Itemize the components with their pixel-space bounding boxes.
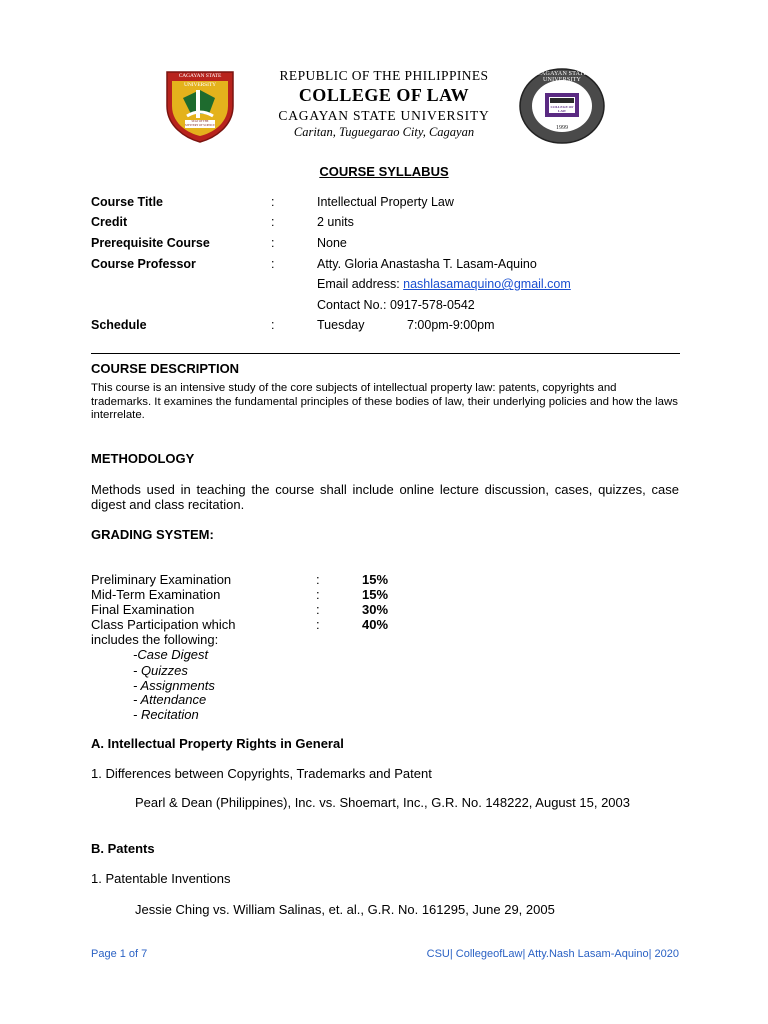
grade-item-label: Class Participation which bbox=[91, 617, 236, 632]
divider bbox=[91, 353, 680, 354]
course-title-label: Course Title bbox=[91, 195, 164, 209]
email-label: Email address: bbox=[317, 277, 404, 291]
prereq-value: None bbox=[317, 236, 347, 250]
professor-value: Atty. Gloria Anastasha T. Lasam-Aquino bbox=[317, 257, 537, 271]
section-b-item: 1. Patentable Inventions bbox=[91, 871, 231, 886]
grade-sub-item: - Attendance bbox=[133, 692, 207, 707]
header-republic: REPUBLIC OF THE PHILIPPINES bbox=[279, 68, 489, 83]
right-seal-year: 1999 bbox=[556, 125, 568, 131]
colon: : bbox=[316, 602, 320, 617]
credit-label: Credit bbox=[91, 215, 128, 229]
section-a-heading: A. Intellectual Property Rights in General bbox=[91, 736, 344, 751]
grade-item-label: Mid-Term Examination bbox=[91, 587, 221, 602]
grade-item-value: 15% bbox=[362, 572, 389, 587]
grade-continuation: includes the following: bbox=[91, 632, 219, 647]
course-description-heading: COURSE DESCRIPTION bbox=[91, 361, 240, 376]
grade-item-label: Preliminary Examination bbox=[91, 572, 232, 587]
colon: : bbox=[316, 572, 320, 587]
colon: : bbox=[271, 195, 275, 209]
left-seal-motto: SEAT OF THE MYSTERY OF SCIENCE bbox=[185, 120, 215, 127]
grade-item-value: 15% bbox=[362, 587, 389, 602]
left-seal-text: CAGAYAN STATE UNIVERSITY bbox=[178, 73, 222, 88]
prereq-label: Prerequisite Course bbox=[91, 236, 210, 250]
schedule-label: Schedule bbox=[91, 318, 147, 332]
colon: : bbox=[316, 617, 320, 632]
header-college: COLLEGE OF LAW bbox=[298, 85, 470, 105]
schedule-time: 7:00pm-9:00pm bbox=[407, 318, 495, 332]
colon: : bbox=[271, 257, 275, 271]
grade-item-label: Final Examination bbox=[91, 602, 195, 617]
contact-number: Contact No.: 0917-578-0542 bbox=[317, 298, 475, 312]
grade-sub-item: -Case Digest bbox=[133, 647, 209, 662]
credit-value: 2 units bbox=[317, 215, 354, 229]
schedule-day: Tuesday bbox=[317, 318, 365, 332]
section-a-item: 1. Differences between Copyrights, Trademarks and Patent bbox=[91, 766, 432, 781]
course-description-text: This course is an intensive study of the core subjects of intellectual property law: patents, copyrights and trademarks. It examines the fundamental principles of these bodies of law, their underlying policies and how the laws interrelate. bbox=[91, 382, 678, 421]
section-b-case: Jessie Ching vs. William Salinas, et. al., G.R. No. 161295, June 29, 2005 bbox=[135, 902, 555, 917]
methodology-text: Methods used in teaching the course shall include online lecture discussion, cases, quizzes, case digest and class recitation. bbox=[91, 482, 679, 512]
grading-heading: GRADING SYSTEM: bbox=[91, 527, 214, 542]
grade-sub-item: - Recitation bbox=[133, 707, 199, 722]
email-link[interactable]: nashlasamaquino@gmail.com bbox=[403, 277, 571, 291]
footer-page-number: Page 1 of 7 bbox=[91, 948, 148, 960]
professor-label: Course Professor bbox=[91, 257, 196, 271]
section-a-case: Pearl & Dean (Philippines), Inc. vs. Shoemart, Inc., G.R. No. 148222, August 15, 2003 bbox=[135, 795, 630, 810]
colon: : bbox=[316, 587, 320, 602]
grade-sub-item: - Assignments bbox=[133, 678, 215, 693]
grade-item-value: 30% bbox=[362, 602, 389, 617]
right-seal-inner-text: COLLEGE OF LAW bbox=[550, 105, 574, 113]
colon: : bbox=[271, 215, 275, 229]
grade-item-value: 40% bbox=[362, 617, 389, 632]
grade-sub-item: - Quizzes bbox=[133, 663, 188, 678]
document-title: COURSE SYLLABUS bbox=[319, 164, 449, 179]
header-address: Caritan, Tuguegarao City, Cagayan bbox=[293, 125, 475, 139]
course-title-value: Intellectual Property Law bbox=[317, 195, 454, 209]
methodology-heading: METHODOLOGY bbox=[91, 451, 195, 466]
colon: : bbox=[271, 236, 275, 250]
colon: : bbox=[271, 318, 275, 332]
header-university: CAGAYAN STATE UNIVERSITY bbox=[278, 108, 490, 123]
email-row bbox=[317, 277, 571, 291]
footer-credit: CSU| CollegeofLaw| Atty.Nash Lasam-Aquino| 2020 bbox=[426, 948, 679, 960]
section-b-heading: B. Patents bbox=[91, 841, 155, 856]
right-seal-text: CAGAYAN STATE UNIVERSITY bbox=[536, 71, 588, 83]
